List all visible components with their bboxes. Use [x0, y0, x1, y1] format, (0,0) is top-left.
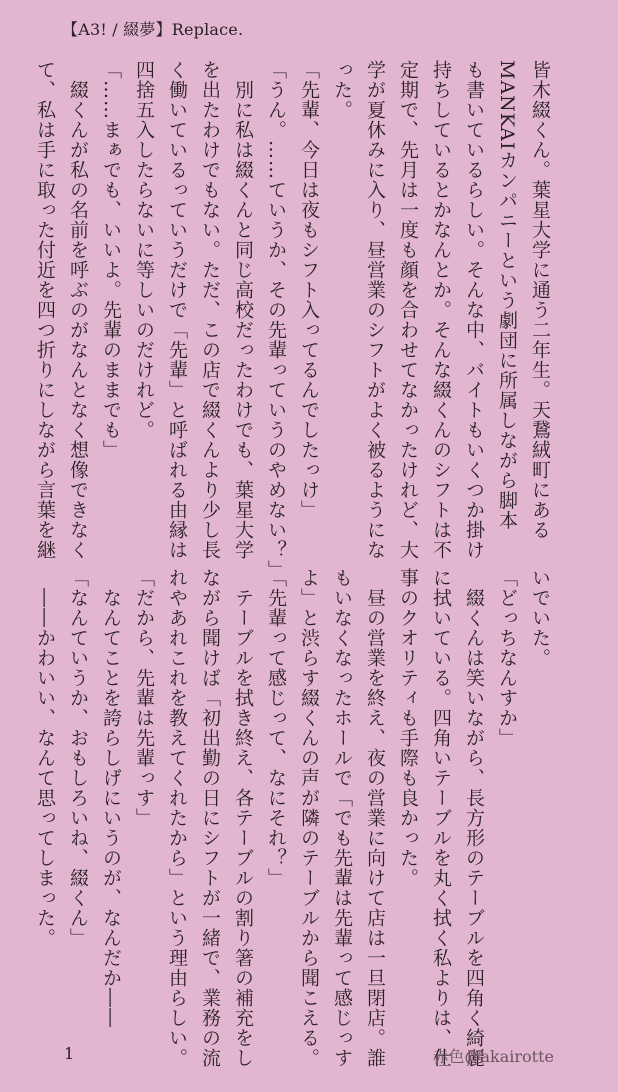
- text-line: 「だから、先輩は先輩っす」: [133, 568, 155, 828]
- text-line: 「……まぁでも、いいよ。先輩のままでも」: [100, 60, 122, 460]
- text-line: 四捨五入したらないに等しいのだけれど。: [133, 60, 155, 440]
- text-line: 「うん。……ていうか、その先輩っていうのやめない？」: [265, 60, 287, 580]
- text-line: く働いているっていうだけで「先輩」と呼ばれる由縁は: [166, 60, 188, 560]
- text-line: テーブルを拭き終え、各テーブルの割り箸の補充をし: [232, 568, 254, 1068]
- text-line: 「先輩、今日は夜もシフト入ってるんでしたっけ」: [298, 60, 320, 520]
- text-line: よ」と渋らす綴くんの声が隣のテーブルから聞こえる。: [298, 568, 320, 1068]
- text-line: なんてことを誇らしげにいうのが、なんだか――: [100, 568, 122, 1028]
- text-line: に拭いている。四角いテーブルを丸く拭く私よりは、仕: [430, 568, 452, 1068]
- text-line: て、私は手に取った付近を四つ折りにしながら言葉を継: [34, 60, 56, 560]
- text-line: 持ちしているとかなんとか。そんな綴くんのシフトは不: [430, 60, 452, 560]
- text-line: ――かわいい、なんて思ってしまった。: [34, 568, 56, 948]
- text-line: 「先輩って感じって、なにそれ？」: [265, 568, 287, 888]
- text-line: MANKAIカンパニーという劇団に所属しながら脚本: [496, 60, 518, 531]
- text-line: ながら聞けば「初出勤の日にシフトが一緒で、業務の流: [199, 568, 221, 1068]
- author-credit: 赤色@akairotte: [432, 1047, 554, 1066]
- text-line: もいなくなったホールで「でも先輩は先輩って感じっす: [331, 568, 353, 1068]
- text-line: も書いているらしい。そんな中、バイトもいくつか掛け: [463, 60, 485, 560]
- text-line: いでいた。: [529, 568, 551, 668]
- text-line: 学が夏休みに入り、昼営業のシフトがよく被るようにな: [364, 60, 386, 560]
- text-line: を出たわけでもない。ただ、この店で綴くんより少し長: [199, 60, 221, 560]
- text-line: 「どっちなんすか」: [496, 568, 518, 748]
- text-line: れやあれこれを教えてくれたから」という理由らしい。: [166, 568, 188, 1068]
- text-line: 綴くんは笑いながら、長方形のテーブルを四角く綺麗: [463, 568, 485, 1068]
- text-line: 「なんていうか、おもしろいね、綴くん」: [67, 568, 89, 948]
- text-line: 昼の営業を終え、夜の営業に向けて店は一旦閉店。誰: [364, 568, 386, 1068]
- text-line: った。: [331, 60, 353, 120]
- text-line: 綴くんが私の名前を呼ぶのがなんとなく想像できなく: [67, 60, 89, 560]
- text-line: 皆木綴くん。葉星大学に通う二年生。天鵞絨町にある: [529, 60, 551, 540]
- text-column-top: [34, 60, 556, 580]
- text-line: 事のクオリティも手際も良かった。: [397, 568, 419, 888]
- page-number: 1: [64, 1044, 75, 1063]
- page-title: 【A3! / 綴夢】Replace.: [62, 20, 244, 39]
- text-line: 定期で、先月は一度も顔を合わせてなかったけれど、大: [397, 60, 419, 560]
- text-line: 別に私は綴くんと同じ高校だったわけでも、葉星大学: [232, 60, 254, 560]
